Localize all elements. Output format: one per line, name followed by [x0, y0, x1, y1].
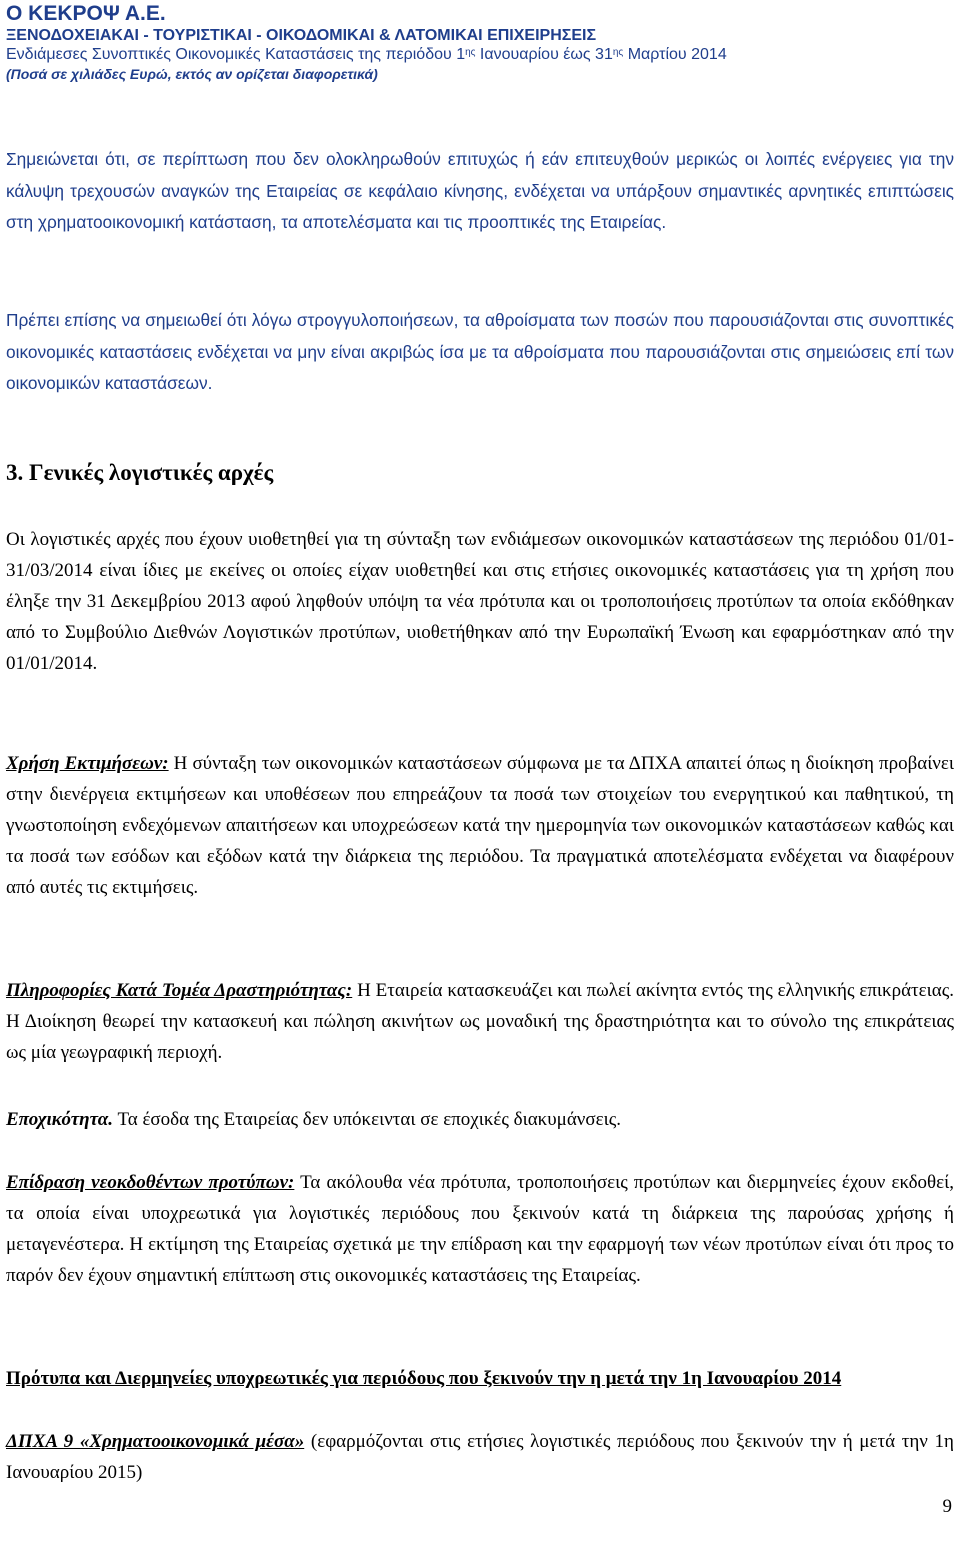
company-name: Ο ΚΕΚΡΟΨ Α.Ε. — [6, 2, 166, 25]
paragraph-estimates — [6, 748, 954, 903]
paragraph-ifrs9 — [6, 1426, 954, 1488]
seasonality-text: Τα έσοδα της Εταιρείας δεν υπόκεινται σε εποχικές διακυμάνσεις. — [113, 1109, 622, 1130]
page-header — [6, 0, 954, 83]
estimates-text: Η σύνταξη των οικονομικών καταστάσεων σύμφωνα με τα ΔΠΧΑ απαιτεί όπως η διοίκηση προβαίνει στην διενέργεια εκτιμήσεων και υποθέσεων που επηρεάζουν τα ποσά των στοιχείων του ενεργητικού και παθητικού, τη γνωστοποίηση ενδεχόμενων απαιτήσεων και υποχρεώσεων κατά την ημερομηνία των οικονομικών καταστάσεων καθώς και τα ποσά των εσόδων και εξόδων κατά την διάρκεια της περιόδου. Τα πραγματικά αποτελέσματα ενδέχεται να διαφέρουν από αυτές τις εκτιμήσεις. — [6, 753, 954, 898]
period-sup-2: ης — [612, 47, 624, 58]
segment-text: Η Εταιρεία κατασκευάζει και πωλεί ακίνητα εντός της ελληνικής επικράτειας. Η Διοίκηση θεωρεί την κατασκευή και πώληση ακινήτων ως μοναδική της δραστηριότητα και το σύνολο της επικράτειας ως μία γεωγραφική περιοχή. — [6, 980, 954, 1063]
paragraph-rounding: Πρέπει επίσης να σημειωθεί ότι λόγω στρογγυλοποιήσεων, τα αθροίσματα των ποσών που παρουσιάζονται στις συνοπτικές οικονομικές καταστάσεις ενδέχεται να μην είναι ακριβώς ίσα με τα αθροίσματα που παρουσιάζονται στις σημειώσεις επί των οικονομικών καταστάσεων. — [6, 310, 954, 393]
period-part-a: Ενδιάμεσες Συνοπτικές Οικονομικές Καταστάσεις της περιόδου 1 — [6, 46, 466, 63]
paragraph-going-concern: Σημειώνεται ότι, σε περίπτωση που δεν ολοκληρωθούν επιτυχώς ή εάν επιτευχθούν μερικώς οι λοιπές ενέργειες για την κάλυψη τρεχουσών αναγκών της Εταιρείας σε κεφάλαιο κίνησης, ενδέχεται να υπάρξουν σημαντικές αρνητικές επιπτώσεις στη χρηματοοικονομική κατάσταση, τα αποτελέσματα και τις προοπτικές της Εταιρείας. — [6, 149, 954, 232]
amounts-note: (Ποσά σε χιλιάδες Ευρώ, εκτός αν ορίζεται διαφορετικά) — [6, 66, 378, 82]
paragraph-segments — [6, 975, 954, 1068]
period-part-c: Μαρτίου 2014 — [623, 46, 727, 63]
report-period — [6, 45, 954, 65]
ifrs9-text: (εφαρμόζονται στις ετήσιες λογιστικές περιόδους που ξεκινούν την ή μετά την 1η Ιανουαρίου 2015) — [6, 1431, 954, 1483]
paragraph-accounting-policies: Οι λογιστικές αρχές που έχουν υιοθετηθεί για τη σύνταξη των ενδιάμεσων οικονομικών καταστάσεων της περιόδου 01/01-31/03/2014 είναι ίδιες με εκείνες οι οποίες είχαν υιοθετηθεί και στις ετήσιες οικονομικές καταστάσεις για τη χρήση που έληξε την 31 Δεκεμβρίου 2013 αφού ληφθούν υπόψη τα νέα πρότυπα και οι τροποποιήσεις προτύπων τα οποία εκδόθηκαν από το Συμβούλιο Διεθνών Λογιστικών προτύπων, υιοθετήθηκαν από την Ευρωπαϊκή Ένωση και εφαρμόστηκαν από την 01/01/2014. — [6, 529, 954, 674]
paragraph-seasonality — [6, 1104, 954, 1135]
segment-label: Πληροφορίες Κατά Τομέα Δραστηριότητας: — [6, 980, 353, 1001]
period-sup-1: ης — [465, 47, 476, 58]
ifrs9-label: ΔΠΧΑ 9 «Χρηματοοικονομικά μέσα» — [6, 1431, 305, 1452]
standards-heading: Πρότυπα και Διερμηνείες υποχρεωτικές για περιόδους που ξεκινούν την η μετά την 1η Ιανουαρίου 2014 — [6, 1368, 842, 1389]
section-title: 3. Γενικές λογιστικές αρχές — [6, 460, 274, 485]
seasonality-label: Εποχικότητα. — [6, 1109, 114, 1130]
company-subtitle: ΞΕΝΟΔΟΧΕΙΑΚΑΙ - ΤΟΥΡΙΣΤΙΚΑΙ - ΟΙΚΟΔΟΜΙΚΑΙ & ΛΑΤΟΜΙΚΑΙ ΕΠΙΧΕΙΡΗΣΕΙΣ — [6, 27, 597, 44]
estimates-label: Χρήση Εκτιμήσεων: — [6, 753, 169, 774]
new-standards-label: Επίδραση νεοκδοθέντων προτύπων: — [6, 1172, 295, 1193]
period-part-b: Ιανουαρίου έως 31 — [475, 46, 613, 63]
new-standards-text: Τα ακόλουθα νέα πρότυπα, τροποποιήσεις προτύπων και διερμηνείες έχουν εκδοθεί, τα οποία είναι υποχρεωτικά για λογιστικές περιόδους που ξεκινούν κατά τη διάρκεια της παρούσας χρήσης ή μεταγενέστερα. Η εκτίμηση της Εταιρείας σχετικά με την επίδραση και την εφαρμογή των νέων προτύπων είναι ότι προς το παρόν δεν έχουν σημαντική επίπτωση στις οικονομικές καταστάσεις της Εταιρείας. — [6, 1172, 954, 1286]
page-number: 9 — [942, 1496, 952, 1517]
paragraph-new-standards — [6, 1167, 954, 1291]
